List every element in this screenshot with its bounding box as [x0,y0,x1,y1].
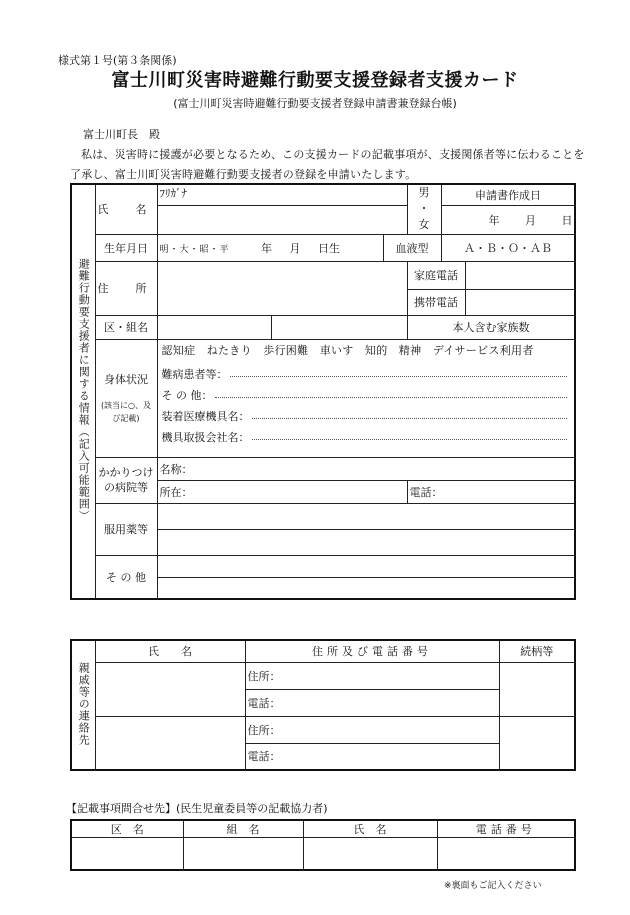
birth-day-label: 日生 [318,241,341,255]
mobile-phone-label: 携帯電話 [407,289,465,315]
other-condition-line[interactable] [162,382,571,403]
misc-field-1[interactable] [157,555,575,577]
district-label: 区・組名 [95,315,157,339]
misc-field-2[interactable] [157,577,575,599]
medicine-label: 服用薬等 [95,503,157,555]
inquiry-group-header: 組 名 [183,820,303,838]
device-company-label: 機具取扱会社名： [161,430,250,444]
medical-device-line[interactable] [162,403,571,424]
application-date-field[interactable] [441,205,575,234]
inquiry-phone-field[interactable] [437,838,575,870]
declaration-text: 私は、災害時に援護が必要となるため、この支援カードの記載事項が、支援関係者等に伝わることを了承し、富士川町災害時避難行動要支援者の登録を申請いたします。 [70,148,585,181]
hospital-address-field[interactable] [157,480,407,503]
inquiry-name-field[interactable] [303,838,437,870]
medicine-field-1[interactable] [157,503,575,529]
relative-1-address-label: 住所： [247,669,281,683]
intractable-disease-label: 難病患者等： [161,367,228,381]
page-title: 富士川町災害時避難行動要支援登録者支援カード [111,70,519,91]
page-subtitle: (富士川町災害時避難行動要支援者登録申請書兼登録台帳) [173,97,457,110]
footnote: ※裏面もご記入ください [444,881,542,891]
hospital-label: かかりつけの病院等 [95,457,157,503]
mobile-phone-field[interactable] [465,289,575,315]
hospital-address-label: 所在： [159,485,193,499]
group-field[interactable] [271,315,407,339]
relative-2-address[interactable] [245,716,499,743]
relatives-relation-header: 続柄等 [499,640,575,662]
relatives-address-phone-header: 住所及び電話番号 [245,640,499,662]
condition-note: (該当に○、及び記載) [100,401,152,423]
gender-select[interactable] [407,184,441,234]
relative-2-relation[interactable] [499,716,575,770]
relative-1-address[interactable] [245,662,499,689]
device-company-line[interactable] [162,424,571,445]
form-number: 様式第１号(第３条関係) [58,54,177,67]
blood-type-options[interactable]: Ａ・Ｂ・Ｏ・ＡＢ [441,234,575,261]
inquiry-name-header: 氏 名 [303,820,437,838]
furigana-label: ﾌﾘｶﾞﾅ [159,187,187,200]
inquiry-table [70,819,576,871]
misc-label: そ の 他 [95,555,157,599]
relative-2-address-label: 住所： [247,723,281,737]
inquiry-district-header: 区 名 [71,820,183,838]
address-label: 住 所 [95,261,157,315]
addressee: 富士川町長 殿 [83,128,160,141]
address-field[interactable] [157,261,407,315]
birth-date-field[interactable] [157,234,383,261]
date-month-label: 月 [525,213,537,227]
applicant-info-table [70,183,576,600]
furigana-field[interactable] [157,184,407,205]
relative-2-phone[interactable] [245,743,499,770]
relative-2-name[interactable] [95,716,245,770]
relative-1-relation[interactable] [499,662,575,716]
applicant-side-label: 避難行動要支援者に関する情報（記入可能範囲） [71,184,95,599]
hospital-phone-field[interactable] [407,480,575,503]
district-field[interactable] [157,315,271,339]
gender-male[interactable]: 男 [418,186,430,200]
relatives-name-header: 氏 名 [95,640,245,662]
inquiry-district-field[interactable] [71,838,183,870]
inquiry-heading: 【記載事項問合せ先】(民生児童委員等の記載協力者) [66,802,328,815]
home-phone-label: 家庭電話 [407,261,465,289]
application-date-label: 申請書作成日 [441,184,575,205]
gender-separator: ・ [418,202,430,216]
name-field[interactable] [157,205,407,234]
home-phone-field[interactable] [465,261,575,289]
hospital-phone-label: 電話： [409,485,443,499]
birth-month-label: 月 [289,241,301,255]
name-label: 氏 名 [95,184,157,234]
other-condition-label: そ の 他： [161,388,213,402]
hospital-name-field[interactable] [157,457,575,480]
relative-1-name[interactable] [95,662,245,716]
birth-date-label: 生年月日 [95,234,157,261]
inquiry-group-field[interactable] [183,838,303,870]
hospital-name-label: 名称： [159,462,193,476]
household-label: 本人含む家族数 [407,315,575,339]
era-options: 明・大・昭・平 [159,244,230,255]
intractable-disease-line[interactable] [162,361,571,382]
condition-label-cell [95,339,157,457]
relative-2-phone-label: 電話： [247,750,281,764]
condition-details [157,339,575,457]
medical-device-label: 装着医療機具名： [161,409,250,423]
relatives-contact-table [70,639,576,771]
relatives-side-label: 親戚等の連絡先 [71,640,95,770]
blood-type-label: 血液型 [383,234,441,261]
birth-year-label: 年 [261,241,273,255]
date-year-label: 年 [488,213,500,227]
inquiry-phone-header: 電話番号 [437,820,575,838]
date-day-label: 日 [561,213,573,227]
relative-1-phone[interactable] [245,689,499,716]
gender-female[interactable]: 女 [418,218,430,232]
condition-label: 身体状況 [104,373,148,386]
condition-options[interactable]: 認知症 ねたきり 歩行困難 車いす 知的 精神 デイサービス利用者 [161,343,534,357]
relative-1-phone-label: 電話： [247,696,281,710]
medicine-field-2[interactable] [157,529,575,555]
